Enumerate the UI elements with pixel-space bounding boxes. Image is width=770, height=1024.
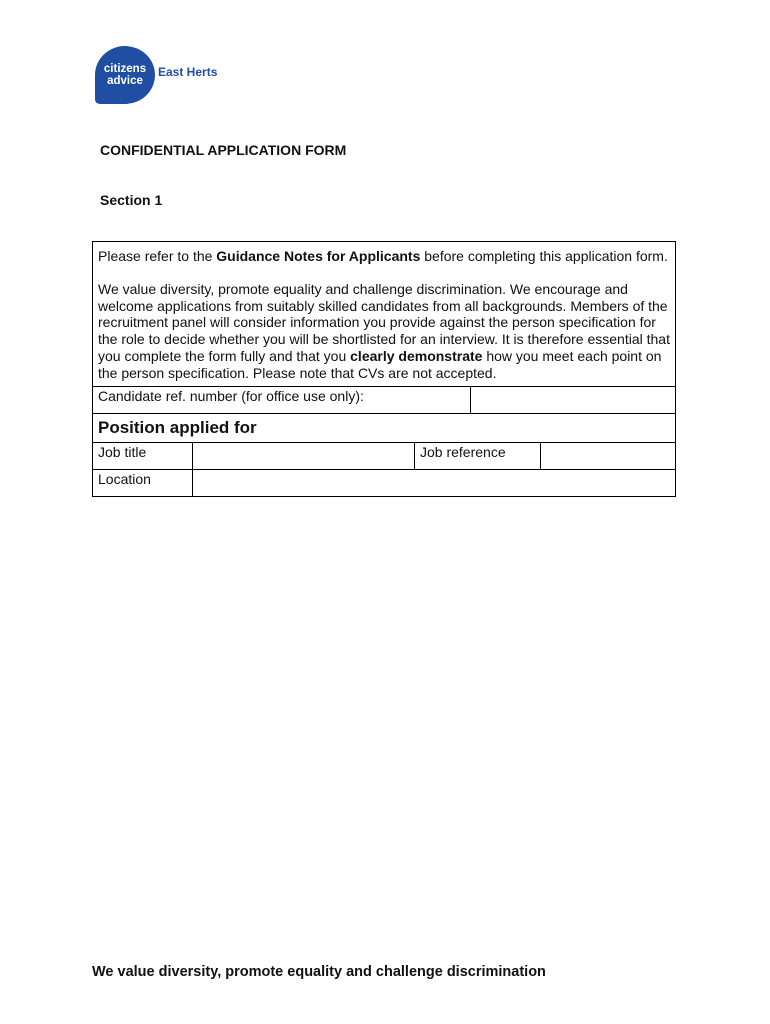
footer-statement: We value diversity, promote equality and challenge discrimination — [92, 964, 546, 980]
logo-line-2: advice — [107, 75, 143, 87]
logo-speech-bubble — [95, 46, 155, 104]
guidance-notes-emphasis: Guidance Notes for Applicants — [216, 248, 421, 264]
candidate-ref-label: Candidate ref. number (for office use only): — [93, 386, 471, 413]
location-label: Location — [93, 469, 193, 496]
location-field[interactable] — [193, 469, 676, 496]
section-title: Section 1 — [100, 192, 163, 208]
intro-paragraph-2: We value diversity, promote equality and challenge discrimination. We encourage and welcome applications from suitably skilled candidates from all backgrounds. Members of the recruitment panel will consider information you provide against the person specification for the role to decide whether you will be shortlisted for an interview. It is therefore essential that you complete the form fully and that you clearly demonstrate how you meet each point on the person specification. Please note that CVs are not accepted. — [98, 280, 670, 381]
intro-text-cell — [93, 242, 676, 387]
logo-branch-name: East Herts — [158, 65, 218, 79]
job-title-field[interactable] — [193, 442, 415, 469]
job-title-label: Job title — [93, 442, 193, 469]
intro-paragraph-1: Please refer to the Guidance Notes for Applicants before completing this application form. — [98, 248, 668, 264]
logo-line-1: citizens — [103, 63, 147, 75]
citizens-advice-logo — [95, 46, 225, 108]
clearly-demonstrate-emphasis: clearly demonstrate — [350, 347, 483, 364]
job-reference-label: Job reference — [415, 442, 541, 469]
candidate-ref-field[interactable] — [471, 386, 676, 413]
position-heading: Position applied for — [93, 413, 676, 442]
form-title: CONFIDENTIAL APPLICATION FORM — [100, 142, 347, 158]
job-reference-field[interactable] — [541, 442, 676, 469]
application-form-table — [92, 241, 676, 497]
